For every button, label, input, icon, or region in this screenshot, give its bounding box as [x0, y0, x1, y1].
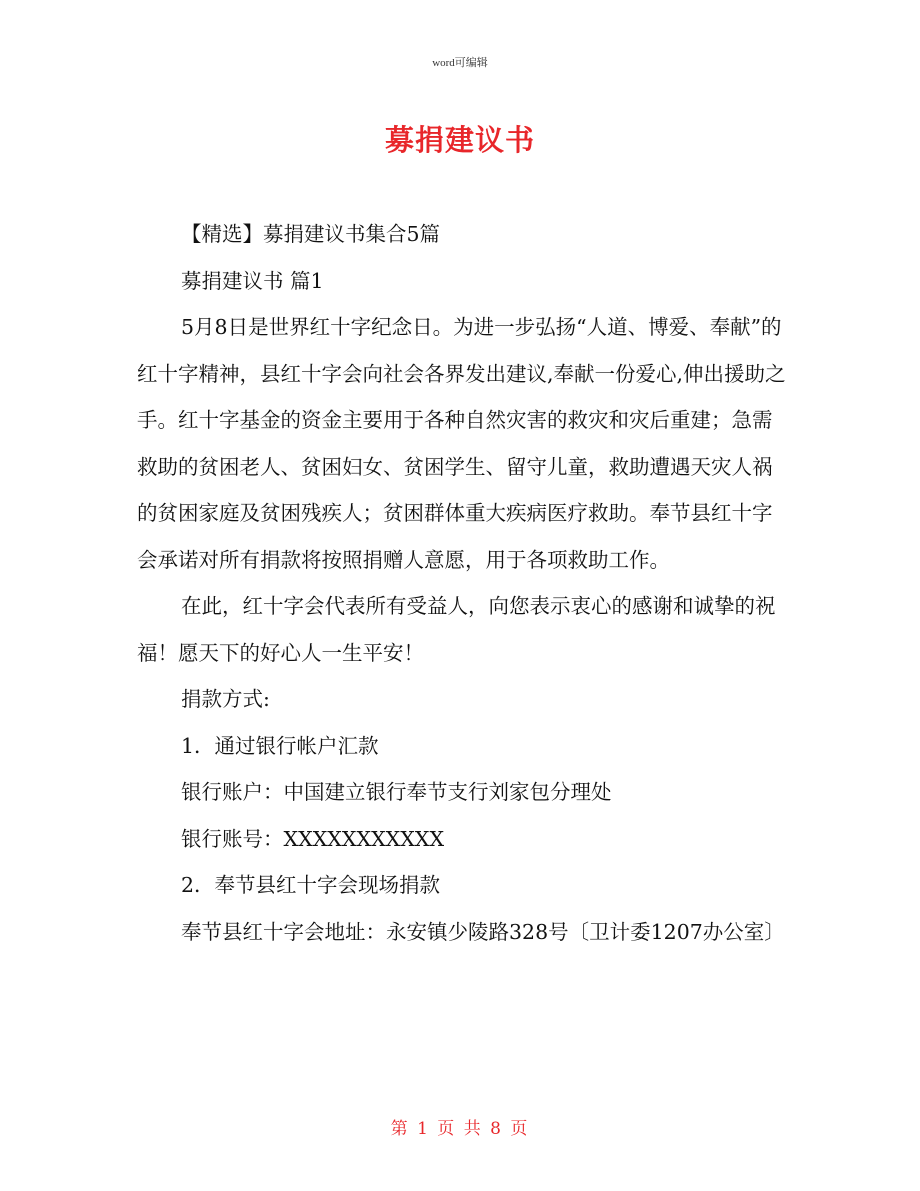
bank-name: 银行账户：中国建立银行奉节支行刘家包分理处 — [181, 780, 612, 804]
bank-account-number: 银行账号：XXXXXXXXXXX — [181, 826, 445, 851]
document-body — [137, 211, 787, 955]
paragraph-intro: 5月8日是世界红十字纪念日。为进一步弘扬“人道、博爱、奉献”的红十字精神，县红十字会向社会各界发出建议,奉献一份爱心,伸出援助之手。红十字基金的资金主要用于各种自然灾害的救灾和灾后重建；急需救助的贫困老人、贫困妇女、贫困学生、留守儿童，救助遭遇天灾人祸的贫困家庭及贫困残疾人；贫困群体重大疾病医疗救助。奉节县红十字会承诺对所有捐款将按照捐赠人意愿，用于各项救助工作。 — [137, 315, 786, 572]
office-address: 奉节县红十字会地址：永安镇少陵路328号〔卫计委1207办公室〕 — [181, 919, 785, 944]
page-number-footer: 第 1 页 共 8 页 — [390, 1119, 530, 1139]
method-2-heading: 2．奉节县红十字会现场捐款 — [181, 873, 441, 897]
paragraph-thanks: 在此，红十字会代表所有受益人，向您表示衷心的感谢和诚挚的祝福！愿天下的好心人一生平安！ — [137, 594, 776, 665]
collection-heading: 【精选】募捐建议书集合5篇 — [181, 222, 441, 246]
method-1-heading: 1．通过银行帐户汇款 — [181, 733, 379, 758]
donation-methods-label: 捐款方式: — [181, 687, 270, 711]
section-heading: 募捐建议书 篇1 — [181, 268, 324, 293]
document-title: 募捐建议书 — [384, 123, 535, 157]
header-note: word可编辑 — [432, 57, 488, 69]
